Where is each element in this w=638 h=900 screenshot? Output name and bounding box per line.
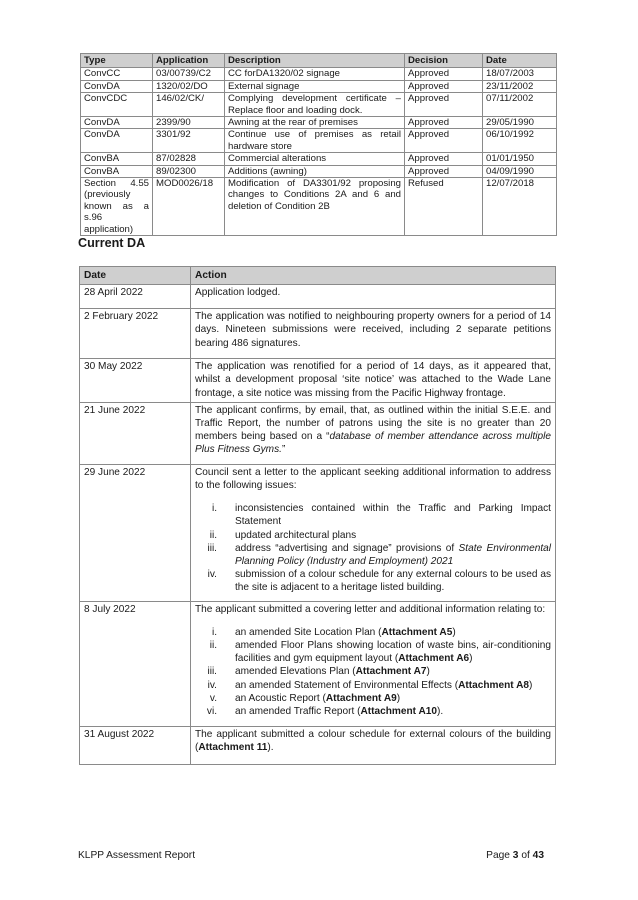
history-decision: Approved	[405, 129, 483, 153]
attachment-ref: Attachment A7	[355, 666, 427, 678]
list-tail: )	[396, 692, 401, 704]
history-row	[81, 165, 557, 177]
list-number: iii.	[207, 542, 217, 554]
history-type: Section 4.55 (previously known as a s.96 application)	[81, 178, 153, 236]
current-header-row	[80, 267, 556, 285]
history-type: ConvDA	[81, 80, 153, 92]
history-application: 1320/02/DO	[153, 80, 225, 92]
list-tail: )	[528, 679, 533, 691]
current-row	[80, 727, 556, 765]
current-action: The application was notified to neighbouring property owners for a period of 14 days. Nineteen submissions were received, including 2 separate petitions bearing 486 signatures.	[191, 309, 556, 359]
history-type: ConvDA	[81, 129, 153, 153]
history-date: 23/11/2002	[483, 80, 557, 92]
history-col-application: Application	[153, 54, 225, 68]
attachment-ref: Attachment A8	[458, 679, 529, 691]
history-date: 06/10/1992	[483, 129, 557, 153]
current-date: 29 June 2022	[80, 464, 191, 601]
current-row	[80, 601, 556, 727]
current-col-date: Date	[80, 267, 191, 285]
history-col-type: Type	[81, 54, 153, 68]
history-type: ConvBA	[81, 153, 153, 165]
action-text: The applicant submitted a colour schedule for external colours of the building (	[195, 729, 551, 754]
current-action	[191, 727, 556, 765]
action-text: The applicant confirms, by email, that, as outlined within the initial S.E.E. and Traffic Report, the number of patrons using the site is no greater than 20 members being based on a “	[195, 404, 551, 443]
current-action	[191, 402, 556, 464]
history-decision: Approved	[405, 93, 483, 117]
list-text: an amended Traffic Report (	[235, 706, 361, 718]
history-application: 03/00739/C2	[153, 68, 225, 80]
list-number: i.	[211, 626, 217, 638]
list-number: iv.	[207, 679, 217, 691]
list-item	[195, 529, 551, 542]
footer-of-word: of	[521, 850, 530, 861]
history-row	[81, 80, 557, 92]
history-decision: Approved	[405, 117, 483, 129]
list-text: amended Floor Plans showing location of waste bins, air-conditioning facilities and gym equipment layout (	[235, 640, 551, 665]
list-number: vi.	[206, 706, 217, 718]
attachment-ref: Attachment A5	[381, 626, 453, 638]
current-action	[191, 464, 556, 601]
attachment-ref: Attachment A9	[325, 692, 397, 704]
list-item	[195, 639, 551, 665]
footer-current-page: 3	[512, 850, 519, 861]
current-date: 30 May 2022	[80, 359, 191, 403]
list-text: an Acoustic Report (	[235, 692, 326, 704]
history-row	[81, 178, 557, 236]
history-description: Awning at the rear of premises	[225, 117, 405, 129]
history-row	[81, 129, 557, 153]
history-decision: Approved	[405, 165, 483, 177]
list-tail: ).	[436, 706, 444, 718]
history-row	[81, 93, 557, 117]
list-item	[195, 692, 551, 705]
list-item	[195, 665, 551, 678]
history-date: 12/07/2018	[483, 178, 557, 236]
history-date: 29/05/1990	[483, 117, 557, 129]
history-decision: Refused	[405, 178, 483, 236]
action-quote: database of member attendance across multiple Plus Fitness Gyms.	[195, 431, 551, 456]
history-date: 07/11/2002	[483, 93, 557, 117]
current-action: The application was renotified for a period of 14 days, as it appeared that, whilst a development proposal ‘site notice’ was attached to the Wade Lane frontage, a site notice was missing from the Pacific Highway frontage.	[191, 359, 556, 403]
history-application: 146/02/CK/	[153, 93, 225, 117]
list-item	[195, 502, 551, 528]
history-decision: Approved	[405, 153, 483, 165]
list-item	[195, 705, 551, 718]
current-row	[80, 464, 556, 601]
list-tail: )	[426, 666, 430, 678]
list-text: an amended Statement of Environmental Effects (	[235, 679, 459, 691]
current-da-heading: Current DA	[78, 236, 146, 250]
history-description: CC forDA1320/02 signage	[225, 68, 405, 80]
history-type: ConvCC	[81, 68, 153, 80]
attachment-ref: Attachment 11	[198, 742, 268, 754]
history-row	[81, 153, 557, 165]
current-date: 2 February 2022	[80, 309, 191, 359]
current-action: Application lodged.	[191, 285, 556, 309]
current-date: 21 June 2022	[80, 402, 191, 464]
current-row	[80, 309, 556, 359]
list-number: ii.	[209, 640, 217, 652]
history-col-decision: Decision	[405, 54, 483, 68]
list-text: updated architectural plans	[235, 529, 357, 541]
action-text: The applicant submitted a covering letter and additional information relating to:	[195, 603, 546, 615]
history-type: ConvCDC	[81, 93, 153, 117]
history-description: External signage	[225, 80, 405, 92]
history-date: 04/09/1990	[483, 165, 557, 177]
issues-list	[195, 502, 551, 594]
action-tail: ).	[267, 742, 274, 754]
history-type: ConvDA	[81, 117, 153, 129]
history-decision: Approved	[405, 80, 483, 92]
current-row	[80, 285, 556, 309]
current-row	[80, 359, 556, 403]
history-row	[81, 117, 557, 129]
current-date: 8 July 2022	[80, 601, 191, 727]
list-tail: )	[452, 626, 456, 638]
list-tail: )	[469, 653, 473, 665]
history-header-row	[81, 54, 557, 68]
application-history-table	[80, 53, 557, 236]
list-item	[195, 542, 551, 568]
action-tail: ”	[281, 444, 286, 456]
list-number: ii.	[209, 529, 217, 541]
list-italic-text: State Environmental Planning Policy (Industry and Employment) 2021	[235, 542, 551, 568]
attachment-ref: Attachment A10	[360, 706, 437, 718]
action-text: Council sent a letter to the applicant seeking additional information to address to the following issues:	[195, 466, 551, 492]
history-description: Additions (awning)	[225, 165, 405, 177]
list-number: iv.	[207, 569, 217, 581]
footer-page-word: Page	[486, 850, 510, 861]
list-text: inconsistencies contained within the Traffic and Parking Impact Statement	[235, 503, 551, 528]
list-number: iii.	[207, 666, 217, 678]
history-application: 87/02828	[153, 153, 225, 165]
history-description: Complying development certificate – Replace floor and loading dock.	[225, 93, 405, 117]
history-row	[81, 68, 557, 80]
list-number: v.	[209, 692, 217, 704]
history-date: 18/07/2003	[483, 68, 557, 80]
footer-total-pages: 43	[532, 850, 544, 861]
list-item	[195, 679, 551, 692]
history-application: MOD0026/18	[153, 178, 225, 236]
footer-report-title: KLPP Assessment Report	[78, 850, 196, 861]
list-text: an amended Site Location Plan (	[235, 626, 382, 638]
list-text: amended Elevations Plan (	[235, 666, 356, 678]
list-text: submission of a colour schedule for any external colours to be used as the site is adjacent to a heritage listed building.	[235, 569, 551, 594]
list-text: address “advertising and signage” provisions of	[235, 542, 459, 554]
list-item	[195, 568, 551, 594]
history-description: Continue use of premises as retail hardware store	[225, 129, 405, 153]
current-col-action: Action	[191, 267, 556, 285]
footer-page-number	[486, 850, 544, 861]
history-col-description: Description	[225, 54, 405, 68]
history-description: Commercial alterations	[225, 153, 405, 165]
current-date: 28 April 2022	[80, 285, 191, 309]
list-item	[195, 626, 551, 639]
history-date: 01/01/1950	[483, 153, 557, 165]
current-da-table	[79, 266, 556, 765]
current-action	[191, 601, 556, 727]
history-application: 3301/92	[153, 129, 225, 153]
history-col-date: Date	[483, 54, 557, 68]
current-row	[80, 402, 556, 464]
history-application: 89/02300	[153, 165, 225, 177]
submitted-items-list	[195, 626, 551, 718]
history-description: Modification of DA3301/92 proposing changes to Conditions 2A and 6 and deletion of Condition 2B	[225, 178, 405, 236]
list-number: i.	[211, 503, 217, 515]
attachment-ref: Attachment A6	[398, 653, 470, 665]
history-application: 2399/90	[153, 117, 225, 129]
current-date: 31 August 2022	[80, 727, 191, 765]
history-type: ConvBA	[81, 165, 153, 177]
history-decision: Approved	[405, 68, 483, 80]
